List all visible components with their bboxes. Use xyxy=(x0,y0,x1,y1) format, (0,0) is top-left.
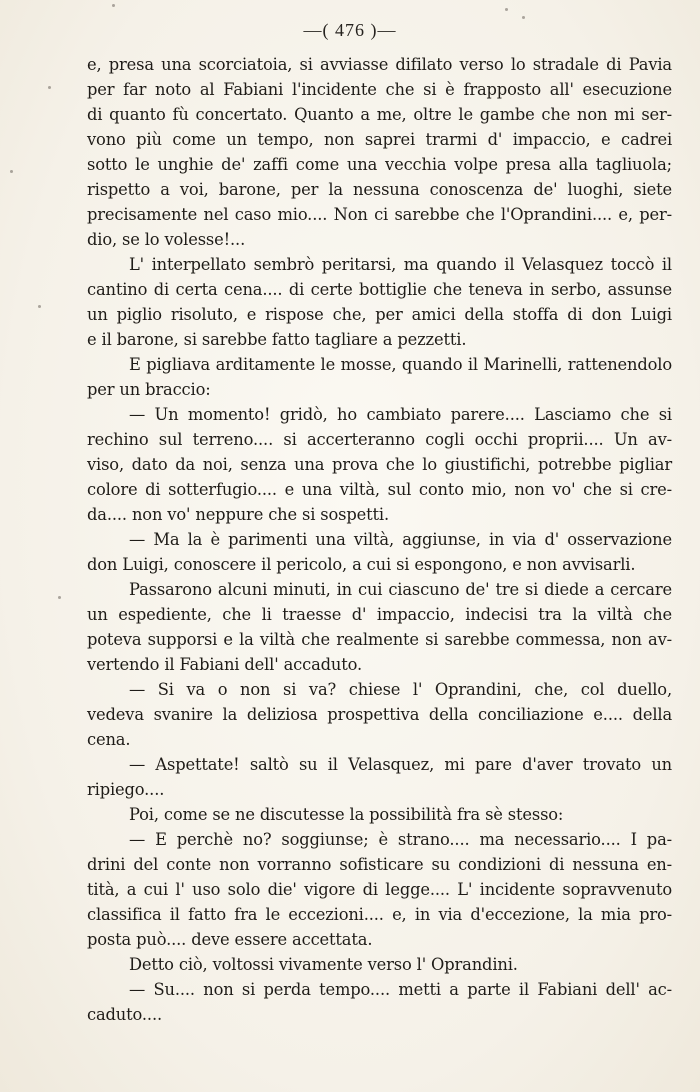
text-line: un piglio risoluto, e rispose che, per amici della stoffa di don Luigi xyxy=(87,305,672,324)
text-line: ripiego.... xyxy=(87,780,165,799)
text-line: cantino di certa cena.... di certe bottiglie che teneva in serbo, assunse xyxy=(87,280,672,299)
text-line: per un braccio: xyxy=(87,380,211,399)
text-line: colore di sotterfugio.... e una viltà, sul conto mio, non vo' che si cre- xyxy=(87,480,672,499)
text-line: vedeva svanire la deliziosa prospettiva della conciliazione e.... della xyxy=(87,705,672,724)
text-line: e, presa una scorciatoia, si avviasse difilato verso lo stradale di Pavia xyxy=(87,55,672,74)
paragraph-start-line: Detto ciò, voltossi vivamente verso l' Oprandini. xyxy=(129,955,518,974)
text-line: caduto.... xyxy=(87,1005,162,1024)
body-text xyxy=(87,52,672,1027)
paragraph-start-line: Poi, come se ne discutesse la possibilità fra sè stesso: xyxy=(129,805,564,824)
scan-speck xyxy=(58,596,61,599)
text-line: e il barone, si sarebbe fatto tagliare a pezzetti. xyxy=(87,330,467,349)
text-line: classifica il fatto fra le eccezioni.... e, in via d'eccezione, la mia pro- xyxy=(87,905,672,924)
text-line: dio, se lo volesse!... xyxy=(87,230,246,249)
text-line: vertendo il Fabiani dell' accaduto. xyxy=(87,655,363,674)
text-line: posta può.... deve essere accettata. xyxy=(87,930,373,949)
text-line: cena. xyxy=(87,730,131,749)
text-line: vono più come un tempo, non saprei trarmi d' impaccio, e cadrei xyxy=(87,130,672,149)
text-line: tità, a cui l' uso solo die' vigore di legge.... L' incidente sopravvenuto xyxy=(87,880,672,899)
page-number-header: —( 476 )— xyxy=(303,20,397,40)
scan-speck xyxy=(48,86,51,89)
text-line: viso, dato da noi, senza una prova che lo giustifichi, potrebbe pigliar xyxy=(87,455,672,474)
text-line: per far noto al Fabiani l'incidente che si è frapposto all' esecuzione xyxy=(87,80,672,99)
paragraph-start-line: — Si va o non si va? chiese l' Oprandini, che, col duello, xyxy=(129,680,672,699)
scan-speck xyxy=(10,170,13,173)
paragraph-start-line: Passarono alcuni minuti, in cui ciascuno de' tre si diede a cercare xyxy=(129,580,672,599)
paragraph-start-line: — E perchè no? soggiunse; è strano.... ma necessario.... I pa- xyxy=(129,830,672,849)
text-line: precisamente nel caso mio.... Non ci sarebbe che l'Oprandini.... e, per- xyxy=(87,205,672,224)
paragraph-start-line: — Su.... non si perda tempo.... metti a parte il Fabiani dell' ac- xyxy=(129,980,672,999)
paragraph-start-line: E pigliava arditamente le mosse, quando il Marinelli, rattenendolo xyxy=(129,355,672,374)
scan-speck xyxy=(38,305,41,308)
text-line: sotto le unghie de' zaffi come una vecchia volpe presa alla tagliuola; xyxy=(87,155,672,174)
paragraph-start-line: L' interpellato sembrò peritarsi, ma quando il Velasquez toccò il xyxy=(129,255,672,274)
text-line: drini del conte non vorranno sofisticare su condizioni di nessuna en- xyxy=(87,855,672,874)
text-line: un espediente, che li traesse d' impaccio, indecisi tra la viltà che xyxy=(87,605,672,624)
text-line: rechino sul terreno.... si accerteranno cogli occhi proprii.... Un av- xyxy=(87,430,672,449)
scan-speck xyxy=(505,8,508,11)
paragraph-start-line: — Ma la è parimenti una viltà, aggiunse, in via d' osservazione xyxy=(129,530,672,549)
text-line: rispetto a voi, barone, per la nessuna conoscenza de' luoghi, siete xyxy=(87,180,672,199)
text-line: poteva supporsi e la viltà che realmente si sarebbe commessa, non av- xyxy=(87,630,672,649)
scan-speck xyxy=(112,4,115,7)
text-line: di quanto fù concertato. Quanto a me, oltre le gambe che non mi ser- xyxy=(87,105,672,124)
paragraph-start-line: — Un momento! gridò, ho cambiato parere.... Lasciamo che si xyxy=(129,405,672,424)
text-line: don Luigi, conoscere il pericolo, a cui si espongono, e non avvisarli. xyxy=(87,555,636,574)
paragraph-start-line: — Aspettate! saltò su il Velasquez, mi pare d'aver trovato un xyxy=(129,755,672,774)
scan-speck xyxy=(522,16,525,19)
text-line: da.... non vo' neppure che si sospetti. xyxy=(87,505,389,524)
